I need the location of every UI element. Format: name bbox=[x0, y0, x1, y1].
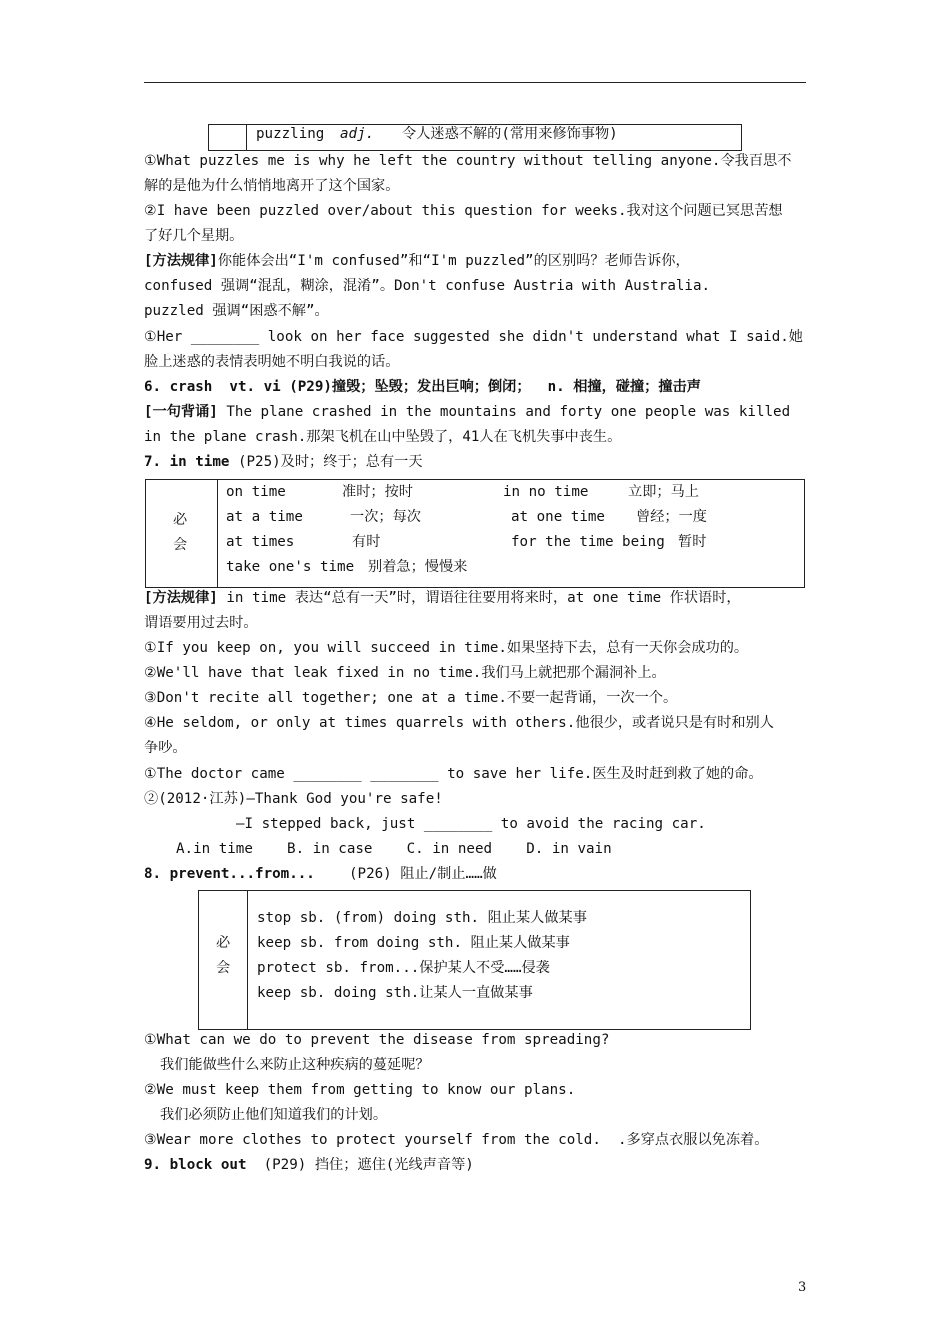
exercise-line: ①Her ________ look on her face suggested she didn't understand what I said.她 bbox=[144, 329, 803, 345]
example-line: 了好几个星期。 bbox=[144, 228, 244, 244]
puzzling-meaning: 令人迷惑不解的(常用来修饰事物) bbox=[402, 126, 618, 142]
recite-tag: [一句背诵] bbox=[144, 404, 218, 420]
item-7-ref: (P25)及时；终于；总有一天 bbox=[229, 454, 423, 470]
table-label: 会 bbox=[216, 960, 231, 976]
phrase: at one time bbox=[511, 509, 605, 525]
method-rule-1 bbox=[144, 249, 690, 274]
item-7-title: 7. in time bbox=[144, 454, 230, 470]
method-text: 你能体会出“I'm confused”和“I'm puzzled”的区别吗？老师告诉你， bbox=[217, 253, 690, 269]
method-text: 谓语要用过去时。 bbox=[144, 615, 258, 631]
recite-text: in the plane crash.那架飞机在山中坠毁了，41人在飞机失事中丧生。 bbox=[144, 429, 622, 445]
example-line: ③Wear more clothes to protect yourself from the cold. .多穿点衣服以免冻着。 bbox=[144, 1132, 769, 1148]
phrase-meaning: 准时；按时 bbox=[342, 484, 413, 500]
table-divider bbox=[246, 124, 247, 151]
example-line: ④He seldom, or only at times quarrels with others.他很少，或者说只是有时和别人 bbox=[144, 715, 774, 731]
table-divider bbox=[247, 890, 248, 1030]
table-label: 必 bbox=[173, 512, 188, 528]
example-line: ①If you keep on, you will succeed in time.如果坚持下去，总有一天你会成功的。 bbox=[144, 640, 749, 656]
item-9-ref: (P29) 挡住；遮住(光线声音等) bbox=[246, 1157, 474, 1173]
practice-line: ②(2012·江苏)—Thank God you're safe! bbox=[144, 791, 443, 807]
example-line: ②We must keep them from getting to know our plans. bbox=[144, 1082, 576, 1098]
example-line: ②We'll have that leak fixed in no time.我们马上就把那个漏洞补上。 bbox=[144, 665, 666, 681]
item-8-title: 8. prevent...from... bbox=[144, 866, 315, 882]
phrase: at times bbox=[226, 534, 295, 550]
phrase: in no time bbox=[503, 484, 589, 500]
example-line: ③Don't recite all together; one at a time.不要一起背诵，一次一个。 bbox=[144, 690, 678, 706]
item-8-ref: (P26) 阻止/制止……做 bbox=[314, 866, 497, 882]
phrase-meaning: 有时 bbox=[352, 534, 381, 550]
phrase-meaning: 曾经；一度 bbox=[636, 509, 707, 525]
table-label: 必 bbox=[216, 935, 231, 951]
example-translation: 我们能做些什么来防止这种疾病的蔓延呢？ bbox=[160, 1057, 430, 1073]
phrase-meaning: 暂时 bbox=[678, 534, 707, 550]
example-line: 解的是他为什么悄悄地离开了这个国家。 bbox=[144, 178, 400, 194]
answer-options: A.in time B. in case C. in need D. in vain bbox=[176, 841, 612, 857]
method-text: confused 强调“混乱，糊涂，混淆”。Don't confuse Austria with Australia. bbox=[144, 278, 711, 294]
phrase: stop sb. (from) doing sth. 阻止某人做某事 bbox=[257, 910, 587, 926]
table-label: 会 bbox=[173, 537, 188, 553]
practice-line: ①The doctor came ________ ________ to save her life.医生及时赶到救了她的命。 bbox=[144, 766, 763, 782]
item-6-heading: 6. crash vt. vi (P29)撞毁；坠毁；发出巨响；倒闭； n. 相撞，碰撞；撞击声 bbox=[144, 379, 701, 395]
puzzling-term: puzzling bbox=[256, 126, 325, 142]
phrase-meaning: 一次；每次 bbox=[350, 509, 421, 525]
method-text: puzzled 强调“困惑不解”。 bbox=[144, 303, 329, 319]
phrase: at a time bbox=[226, 509, 303, 525]
page-number: 3 bbox=[798, 1280, 807, 1295]
phrase: keep sb. from doing sth. 阻止某人做某事 bbox=[257, 935, 570, 951]
example-translation: 我们必须防止他们知道我们的计划。 bbox=[160, 1107, 388, 1123]
phrase: take one's time bbox=[226, 559, 355, 575]
method-rule-2 bbox=[144, 586, 741, 611]
item-9-heading bbox=[144, 1153, 474, 1178]
item-9-title: 9. block out bbox=[144, 1157, 247, 1173]
table-divider bbox=[217, 479, 218, 588]
exercise-line: 脸上迷惑的表情表明她不明白我说的话。 bbox=[144, 354, 400, 370]
example-line: 争吵。 bbox=[144, 740, 187, 756]
phrase: on time bbox=[226, 484, 286, 500]
item-7-heading bbox=[144, 450, 423, 475]
phrase-meaning: 别着急；慢慢来 bbox=[368, 559, 468, 575]
phrase-meaning: 立即；马上 bbox=[628, 484, 699, 500]
recite-text: The plane crashed in the mountains and forty one people was killed bbox=[217, 404, 791, 420]
example-line: ①What can we do to prevent the disease from spreading? bbox=[144, 1032, 610, 1048]
item-8-heading bbox=[144, 862, 497, 887]
practice-line: —I stepped back, just ________ to avoid the racing car. bbox=[236, 816, 706, 832]
method-text: in time 表达“总有一天”时，谓语往往要用将来时，at one time 作状语时， bbox=[217, 590, 741, 606]
phrase: for the time being bbox=[511, 534, 665, 550]
phrase: keep sb. doing sth.让某人一直做某事 bbox=[257, 985, 533, 1001]
recite-line bbox=[144, 400, 790, 425]
method-tag: [方法规律] bbox=[144, 590, 218, 606]
header-rule bbox=[144, 82, 806, 83]
puzzling-pos: adj. bbox=[340, 126, 375, 142]
example-line: ②I have been puzzled over/about this question for weeks.我对这个问题已冥思苦想 bbox=[144, 203, 783, 219]
method-tag: [方法规律] bbox=[144, 253, 218, 269]
example-line: ①What puzzles me is why he left the country without telling anyone.令我百思不 bbox=[144, 153, 792, 169]
phrase: protect sb. from...保护某人不受……侵袭 bbox=[257, 960, 550, 976]
